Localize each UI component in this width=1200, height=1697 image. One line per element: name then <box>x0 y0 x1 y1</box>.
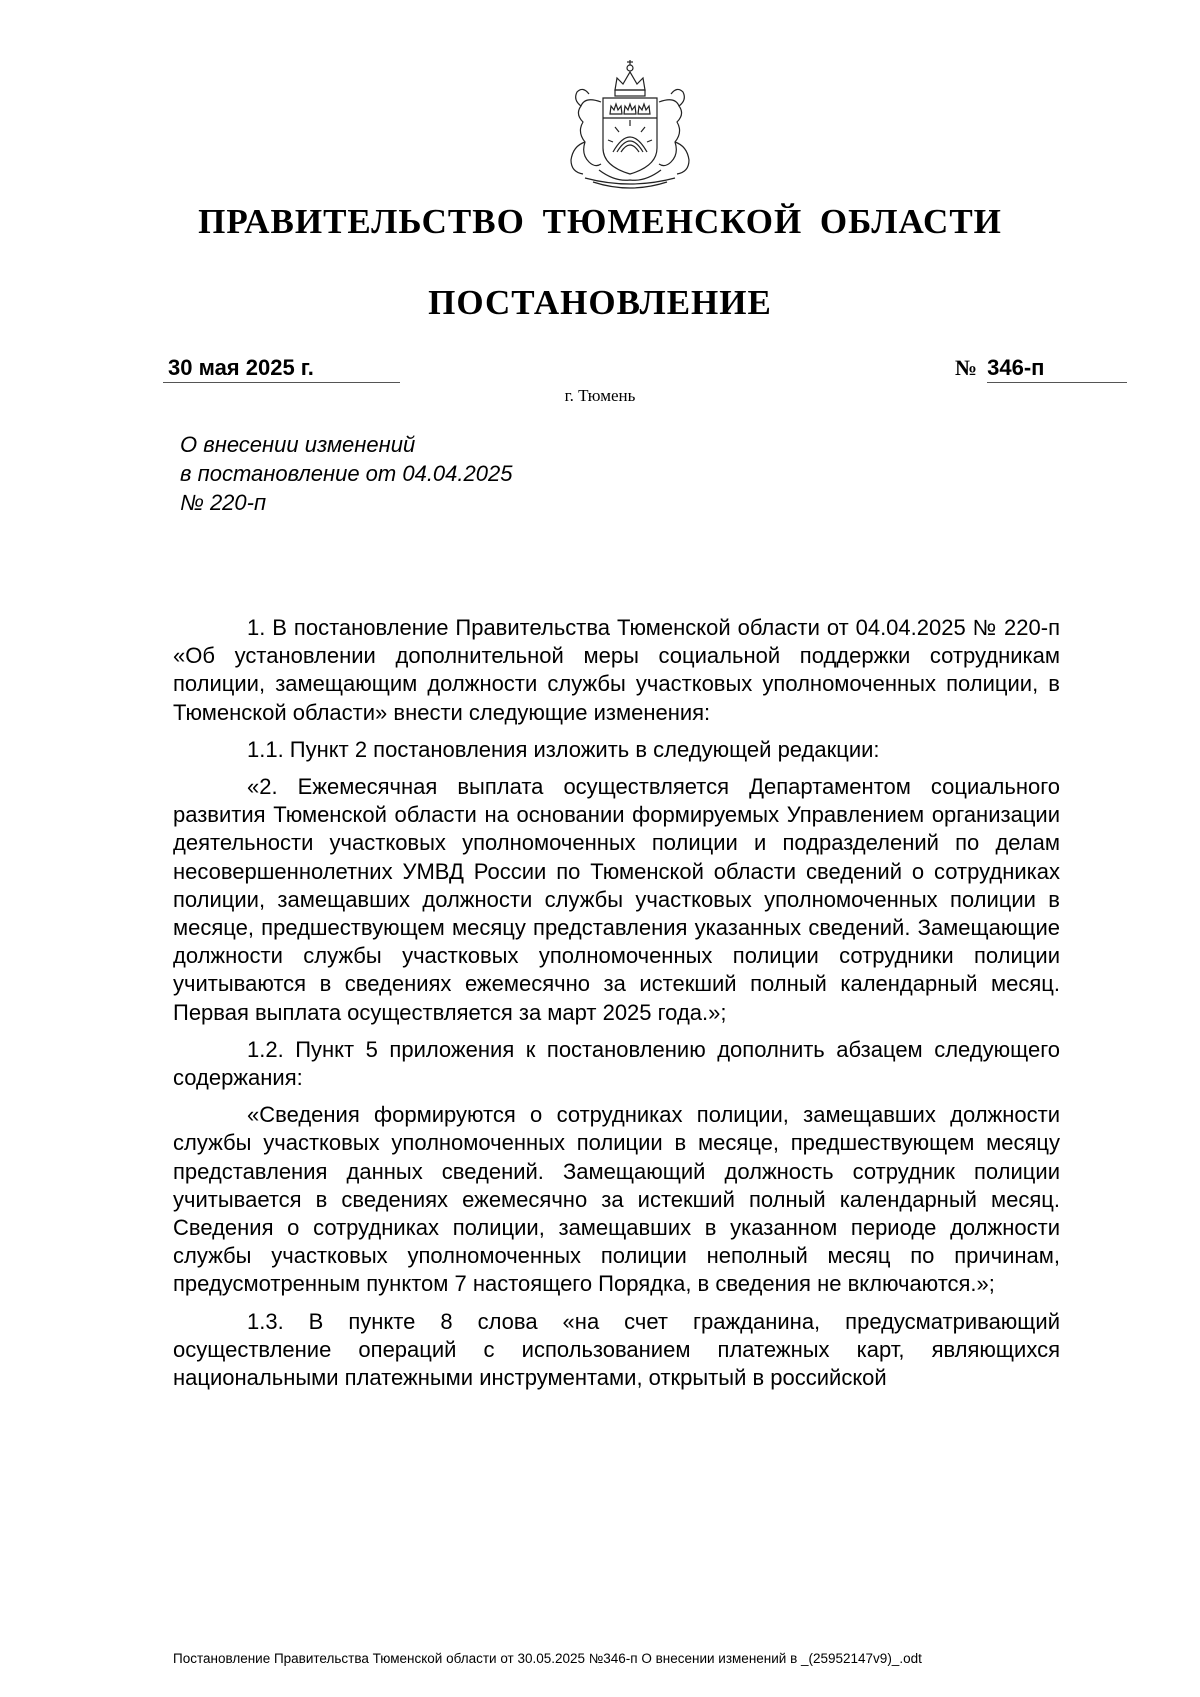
document-number: 346-п <box>987 354 1127 383</box>
body-paragraph: «Сведения формируются о сотрудниках полиции, замещавших должности службы участковых уполномоченных полиции в месяце, предшествующем месяцу представления данных сведений. Замещающий должность сотрудник полиции учитывается в сведениях ежемесячно за истекший полный календарный месяц. Сведения о сотрудниках полиции, замещавших в указанном периоде должности службы участковых уполномоченных полиции неполный месяц по причинам, предусмотренным пунктом 7 настоящего Порядка, в сведения не включаются.»; <box>173 1102 1060 1297</box>
city-name: г. Тюмень <box>564 386 636 405</box>
document-subject <box>180 430 512 517</box>
government-title: ПРАВИТЕЛЬСТВО ТЮМЕНСКОЙ ОБЛАСТИ <box>198 202 1002 241</box>
document-body <box>173 614 1060 1401</box>
body-paragraph: 1. В постановление Правительства Тюменской области от 04.04.2025 № 220-п «Об установлении дополнительной меры социальной поддержки сотрудникам полиции, замещающим должности службы участковых уполномоченных полиции, в Тюменской области» внести следующие изменения: <box>173 615 1060 725</box>
document-number-field <box>955 354 1127 383</box>
body-paragraph: 1.2. Пункт 5 приложения к постановлению дополнить абзацем следующего содержания: <box>173 1036 1060 1091</box>
document-type-title: ПОСТАНОВЛЕНИЕ <box>428 283 772 322</box>
body-paragraph: 1.1. Пункт 2 постановления изложить в следующей редакции: <box>247 736 880 762</box>
subject-line: О внесении изменений <box>180 432 416 457</box>
subject-line: № 220-п <box>180 490 267 515</box>
body-paragraph: 1.3. В пункте 8 слова «на счет гражданина, предусматривающий осуществление операций с использованием платежных карт, являющихся национальными платежными инструментами, открытый в российской <box>173 1308 1060 1391</box>
page-footer: Постановление Правительства Тюменской области от 30.05.2025 №346-п О внесении изменений в _(25952147v9)_.odt <box>173 1651 922 1666</box>
body-paragraph: «2. Ежемесячная выплата осуществляется Департаментом социального развития Тюменской области на основании формируемых Управлением организации деятельности участковых уполномоченных полиции и подразделений по делам несовершеннолетних УМВД России по Тюменской области сведений о сотрудниках полиции, замещавших должности службы участковых уполномоченных полиции в месяце, предшествующем месяцу представления указанных сведений. Замещающие должности службы участковых уполномоченных полиции сотрудники полиции учитываются в сведениях ежемесячно за истекший полный календарный месяц. Первая выплата осуществляется за март 2025 года.»; <box>173 774 1060 1025</box>
document-date: 30 мая 2025 г. <box>163 354 400 383</box>
number-sign: № <box>955 355 978 380</box>
subject-line: в постановление от 04.04.2025 <box>180 461 513 486</box>
tyumen-region-coat-of-arms-icon <box>555 56 705 194</box>
